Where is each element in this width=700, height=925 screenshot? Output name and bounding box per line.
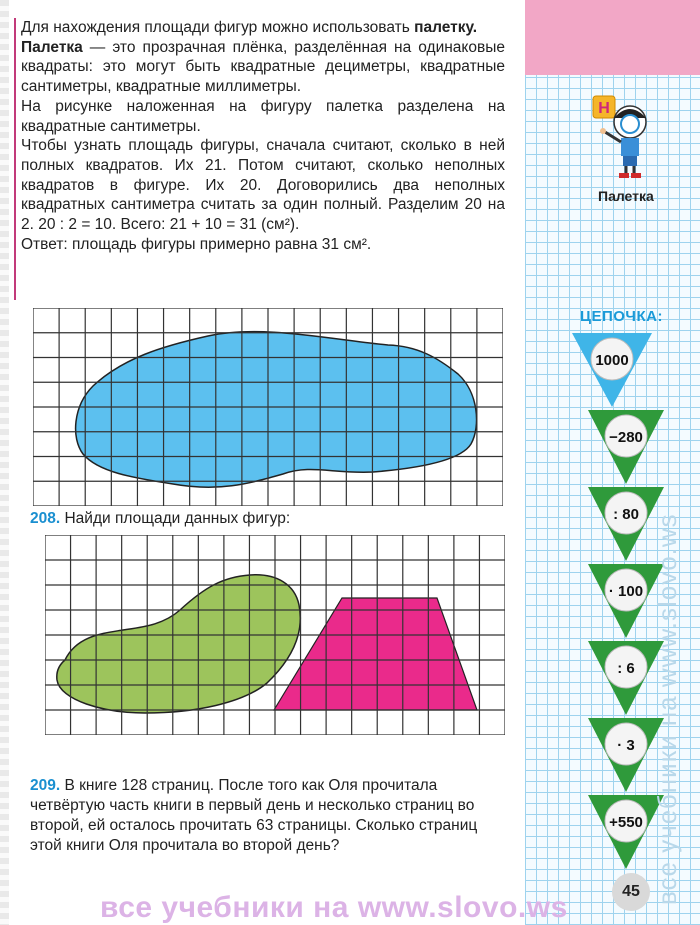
theory-paragraph-3: На рисунке наложенная на фигуру палетка разделена на квадратные сантиметры. xyxy=(21,97,505,135)
exercise-209 xyxy=(30,776,510,856)
palette-figure-two-shapes xyxy=(45,535,505,735)
blue-shape xyxy=(76,332,477,488)
chain-title: ЦЕПОЧКА: xyxy=(580,308,663,325)
exercise-209-text: В книге 128 страниц. После того как Оля прочитала четвёртую часть книги в первый день и несколько страниц во второй, ей осталось прочитать 63 страницы. Сколько страниц этой книги Оля прочитала во второй день? xyxy=(30,777,478,854)
theory-paragraph-2: Палетка — это прозрачная плёнка, разделённая на одинаковые квадраты: это могут быть квадратные дециметры, квадратные сантиметры, квадратные миллиметры. xyxy=(21,38,505,96)
green-shape xyxy=(57,575,301,713)
page-binding-strip xyxy=(0,0,9,925)
exercise-208-title xyxy=(30,509,290,529)
pink-trapezoid xyxy=(274,598,477,710)
exercise-208-text: Найди площади данных фигур: xyxy=(64,510,291,527)
theory-margin-bar xyxy=(14,18,16,300)
exercise-208-number: 208. xyxy=(30,510,61,527)
palette-figure-blue xyxy=(33,308,503,506)
chain-step-label: −280 xyxy=(609,429,643,446)
chain-step-label: 1000 xyxy=(595,352,629,369)
mascot-figure xyxy=(585,92,665,180)
mascot-letter: Н xyxy=(598,100,610,117)
theory-paragraph-1: Для нахождения площади фигур можно использовать палетку. xyxy=(21,19,478,36)
side-watermark: все учебники на www.slovo.ws xyxy=(652,513,682,905)
chain-step-label: +550 xyxy=(609,814,643,831)
theory-answer: Ответ: площадь фигуры примерно равна 31 см². xyxy=(21,235,372,253)
exercise-209-number: 209. xyxy=(30,777,61,794)
bottom-watermark: все учебники на www.slovo.ws xyxy=(100,891,568,924)
chain-step-label: · 100 xyxy=(608,583,644,600)
chain-step-label: : 80 xyxy=(613,506,639,523)
chain-step-label: : 6 xyxy=(617,660,635,677)
chain-step-label: · 3 xyxy=(617,737,635,754)
theory-paragraph-4: Чтобы узнать площадь фигуры, сначала считают, сколько в ней полных квадратов. Их 21. Потом считают, сколько неполных квадратов в фигуре. Их 20. Договорились два неполных квадратных сантиметра считать за один полный. Разделим 20 на 2. 20 : 2 = 10. Всего: 21 + 10 = 31 (см²). xyxy=(21,137,505,234)
theory-text xyxy=(21,18,505,254)
sidebar-pink-header xyxy=(525,0,700,75)
palette-grid-lines xyxy=(33,308,503,506)
page-number: 45 xyxy=(612,873,650,911)
palette-label: Палетка xyxy=(598,188,654,204)
